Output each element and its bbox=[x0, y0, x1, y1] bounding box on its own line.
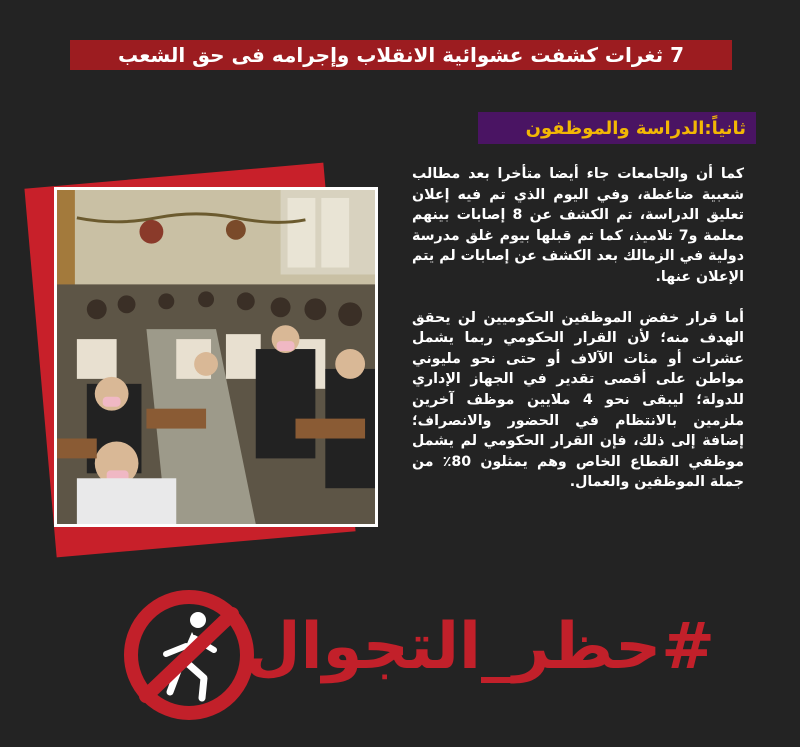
no-walking-icon bbox=[122, 588, 256, 722]
classroom-photo-frame bbox=[30, 165, 390, 555]
classroom-photo bbox=[54, 187, 378, 527]
classroom-illustration bbox=[57, 190, 375, 524]
hashtag-text: #حظر_التجوال bbox=[245, 610, 715, 684]
curfew-hashtag bbox=[245, 592, 715, 702]
article-body bbox=[412, 164, 744, 493]
article-paragraph: أما قرار خفض الموظفين الحكوميين لن يحقق الهدف منه؛ لأن القرار الحكومي ربما يشمل عشرات أو مئات الآلاف أو حتى نحو مليوني مواطن على أقصى تقدير في الجهاز الإداري للدولة؛ ليبقى نحو 4 ملايين موظف آخرين ملزمين بالانتظام في الحضور والانصراف؛ إضافة إلى ذلك، فإن القرار الحكومي لم يشمل موظفي القطاع الخاص وهم يمثلون 80٪ من جملة الموظفين والعمال. bbox=[412, 309, 744, 491]
page-title: 7 ثغرات كشفت عشوائية الانقلاب وإجرامه فى حق الشعب bbox=[118, 43, 684, 67]
article-paragraph: كما أن والجامعات جاء أيضا متأخرا بعد مطالب شعبية ضاغطة، وفي اليوم الذي تم فيه إعلان تعليق الدراسة، تم الكشف عن 8 إصابات بينهم معلمة و7 تلاميذ، كما تم قبلها بيوم غلق مدرسة دولية في الزمالك بعد الكشف عن إصابات لم يتم الإعلان عنها. bbox=[412, 166, 744, 285]
title-banner bbox=[70, 40, 732, 70]
section-heading-banner bbox=[478, 112, 756, 144]
section-heading: ثانياً:الدراسة والموظفون bbox=[525, 117, 746, 139]
